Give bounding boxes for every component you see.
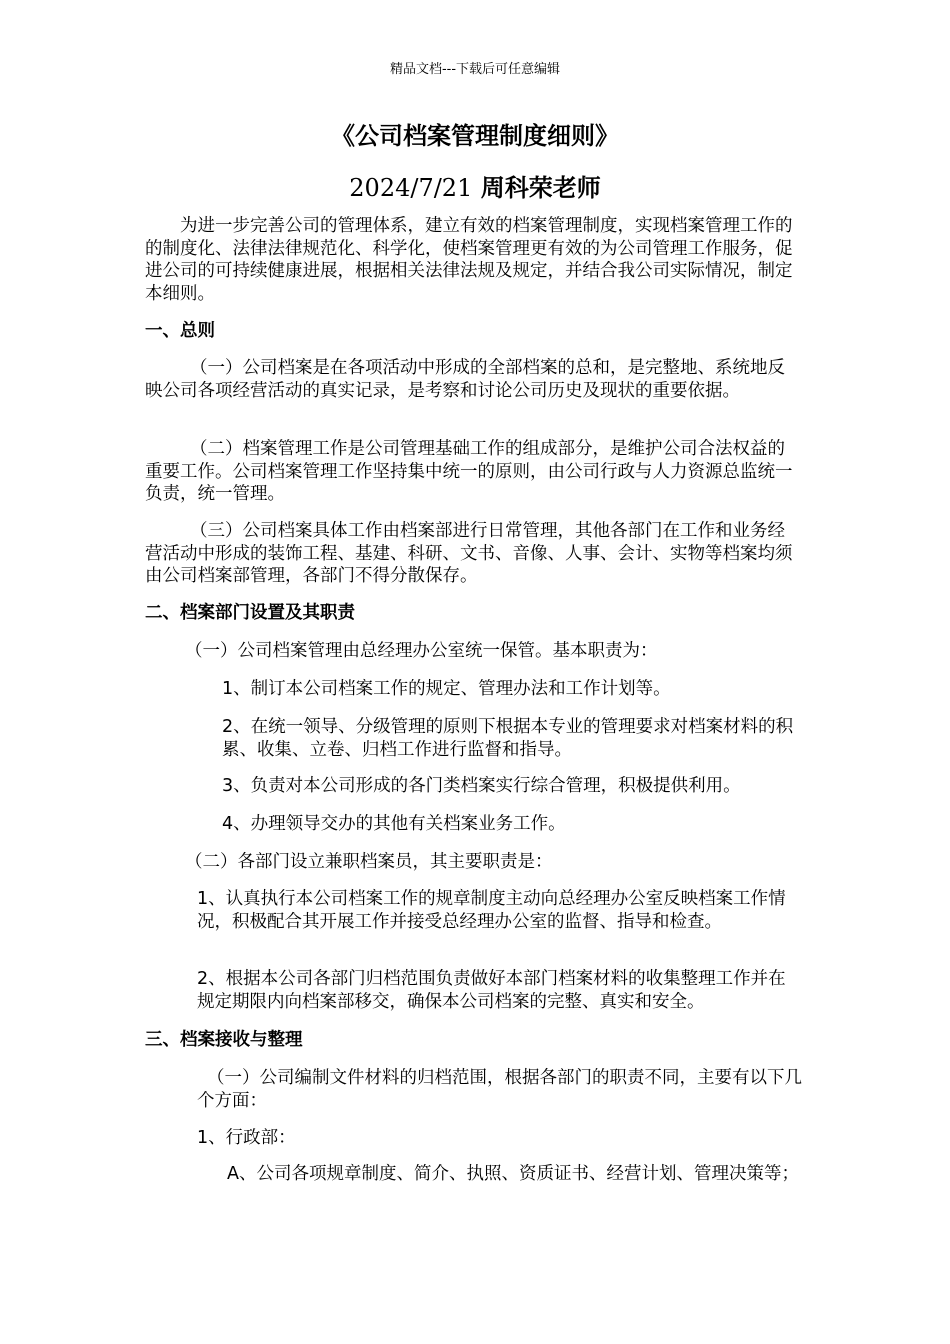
- document-subtitle: [0, 168, 950, 203]
- section-2-duty-2: 2、根据本公司各部门归档范围负责做好本部门档案材料的收集整理工作并在规定期限内向档案部移交，确保本公司档案的完整、真实和安全。: [197, 969, 786, 1012]
- document-title: 《公司档案管理制度细则》: [331, 122, 619, 150]
- section-2-heading: 二、档案部门设置及其职责: [145, 603, 355, 623]
- subtitle-date: 2024/7/21: [349, 174, 473, 202]
- section-1-paragraph-3: （三）公司档案具体工作由档案部进行日常管理，其他各部门在工作和业务经营活动中形成的装饰工程、基建、科研、文书、音像、人事、会计、实物等档案均须由公司档案部管理，各部门不得分散保存。: [145, 521, 793, 586]
- section-3-heading: 三、档案接收与整理: [145, 1030, 303, 1050]
- section-2-item-2: 2、在统一领导、分级管理的原则下根据本专业的管理要求对档案材料的积累、收集、立卷、归档工作进行监督和指导。: [222, 717, 794, 760]
- section-2-sub-2: （二）各部门设立兼职档案员，其主要职责是：: [185, 852, 553, 872]
- section-2-item-1: 1、制订本公司档案工作的规定、管理办法和工作计划等。: [222, 679, 671, 699]
- section-2-duty-1: 1、认真执行本公司档案工作的规章制度主动向总经理办公室反映档案工作情况，积极配合其开展工作并接受总经理办公室的监督、指导和检查。: [197, 889, 786, 932]
- section-1-heading: 一、总则: [145, 321, 215, 341]
- section-2-sub-1: （一）公司档案管理由总经理办公室统一保管。基本职责为：: [185, 641, 658, 661]
- intro-paragraph: 为进一步完善公司的管理体系，建立有效的档案管理制度，实现档案管理工作的的制度化、法律法律规范化、科学化，使档案管理更有效的为公司管理工作服务，促进公司的可持续健康进展，根据相关法律法规及规定，并结合我公司实际情况，制定本细则。: [145, 216, 793, 304]
- section-3-item-1: 1、行政部：: [197, 1128, 296, 1148]
- section-2-item-3: 3、负责对本公司形成的各门类档案实行综合管理，积极提供利用。: [222, 776, 741, 796]
- section-3-sub-1: （一）公司编制文件材料的归档范围，根据各部门的职责不同，主要有以下几个方面：: [197, 1068, 802, 1111]
- subtitle-author: 周科荣老师: [480, 174, 601, 202]
- section-2-item-4: 4、办理领导交办的其他有关档案业务工作。: [222, 814, 566, 834]
- section-1-paragraph-1: （一）公司档案是在各项活动中形成的全部档案的总和，是完整地、系统地反映公司各项经营活动的真实记录，是考察和讨论公司历史及现状的重要依据。: [145, 358, 785, 401]
- page-header-note: 精品文档---下载后可任意编辑: [389, 62, 561, 77]
- section-3-item-1a: A、公司各项规章制度、简介、执照、资质证书、经营计划、管理决策等；: [227, 1164, 799, 1184]
- section-1-paragraph-2: （二）档案管理工作是公司管理基础工作的组成部分，是维护公司合法权益的重要工作。公司档案管理工作坚持集中统一的原则，由公司行政与人力资源总监统一负责，统一管理。: [145, 439, 793, 504]
